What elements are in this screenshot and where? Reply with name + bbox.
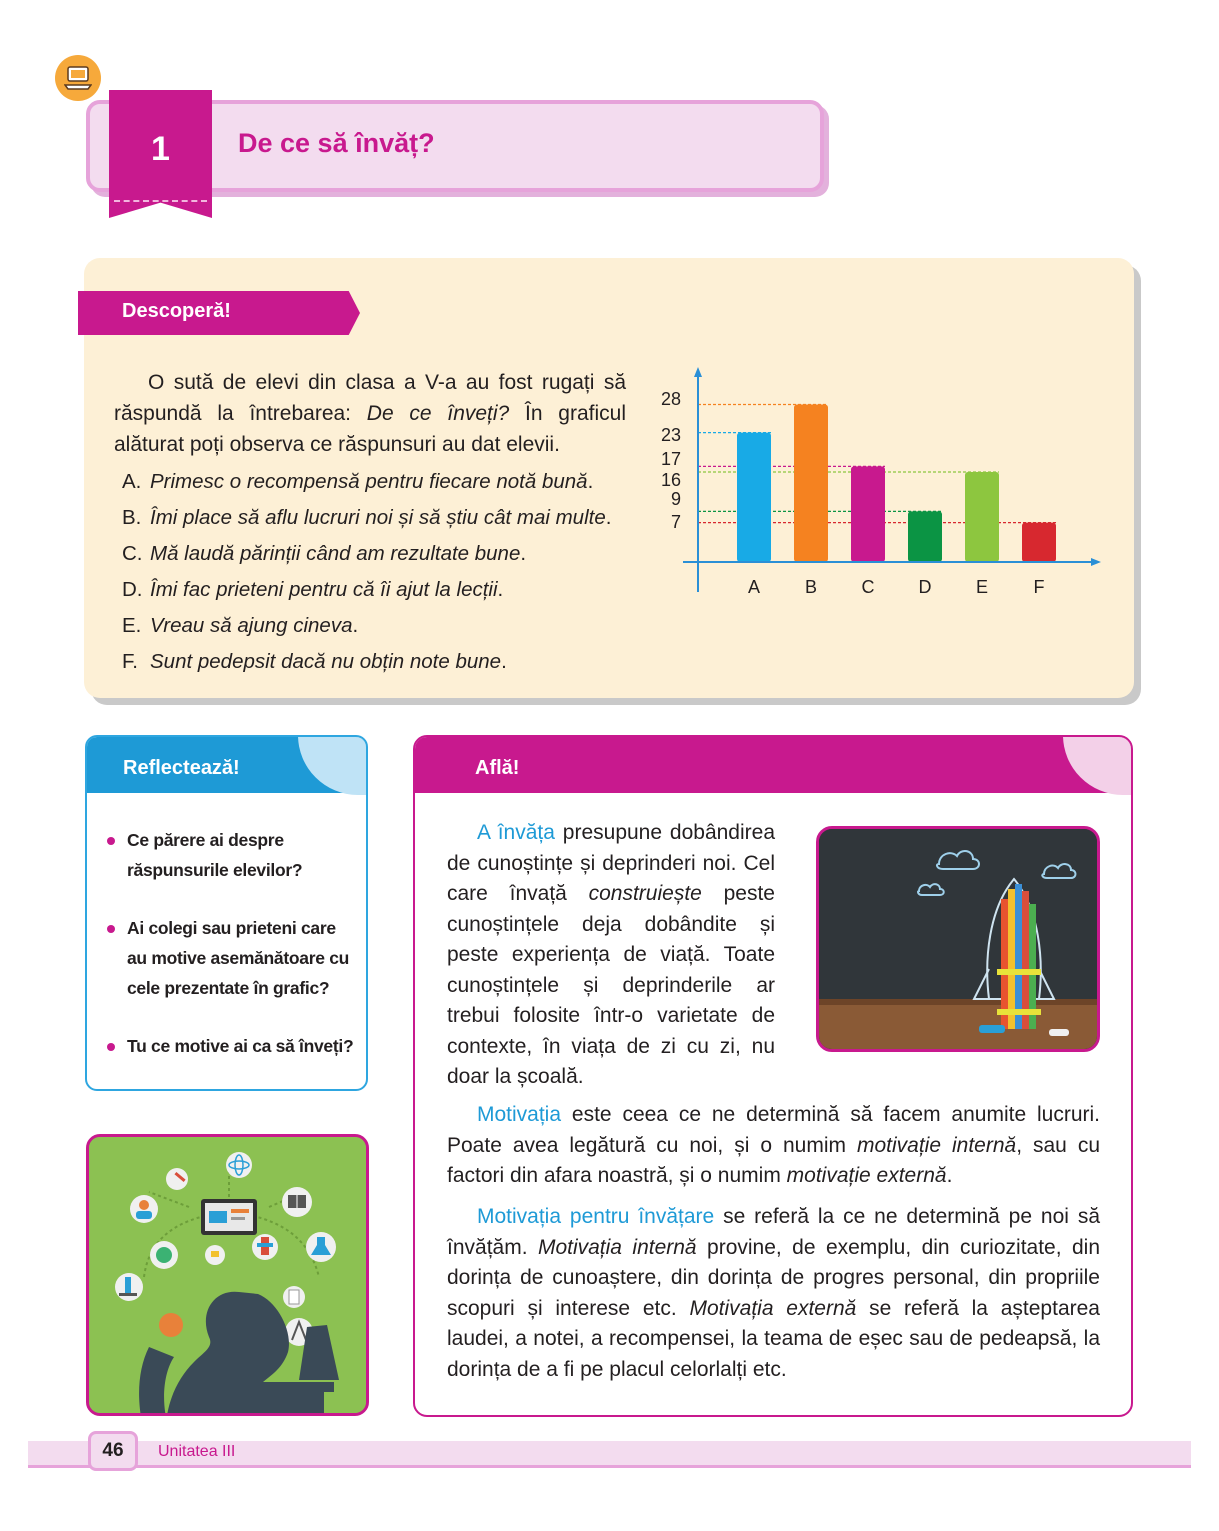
answer-letter: F.: [122, 650, 138, 673]
y-tick-label: 17: [660, 449, 681, 469]
laptop-icon: [64, 65, 92, 91]
chalkboard-rocket-image: [819, 829, 1097, 1049]
keyword: A învăța: [477, 821, 555, 844]
x-tick-label: D: [918, 577, 932, 597]
answer-text: Îmi place să aflu lucruri noi și să știu cât mai multe: [150, 506, 606, 529]
unit-label: Unitatea III: [158, 1443, 236, 1460]
answer-text: Vreau să ajung cineva: [150, 614, 353, 637]
answer-period: .: [497, 578, 504, 601]
answer-item: [122, 612, 652, 648]
learn-title: Află!: [475, 757, 520, 779]
answer-period: .: [605, 506, 612, 529]
emphasis-text: motivație internă: [856, 1133, 1017, 1157]
bar-d: [908, 511, 942, 562]
keyword: Motivația: [477, 1103, 562, 1126]
learning-motivation-paragraph: [447, 1202, 1100, 1385]
y-axis-arrow-icon: [694, 367, 702, 377]
answer-text: Sunt pedepsit dacă nu obțin note bune: [150, 650, 502, 673]
y-tick-label: 16: [660, 470, 681, 490]
intro-question: De ce înveți?: [366, 402, 510, 425]
answer-text: Îmi fac prieteni pentru că îi ajut la lecții: [150, 578, 498, 601]
paragraph-text: .: [946, 1164, 953, 1187]
answer-period: .: [520, 542, 527, 565]
answer-letter: A.: [122, 470, 142, 493]
learn-header: [415, 737, 1131, 793]
paragraph-text: se referă la așteptarea laudei, a notei, a recompensei, la teama de eșec sau de pedeapsă, la dorința de a fi pe placul celorlalți etc.: [447, 1296, 1100, 1381]
reflect-question-text: Tu ce motive ai ca să înveți?: [127, 1036, 354, 1056]
answer-item: [122, 540, 652, 576]
keyword: Motivația pentru învățare: [477, 1205, 715, 1228]
answers-list: [122, 468, 652, 684]
answer-letter: C.: [122, 542, 143, 565]
paragraph-text: peste cunoștințele deja dobândite și peste experiența de viață. Toate cunoștințele și deprinderile ar trebui folosite într-o varietate de contexte, în viața de zi cu zi, nu doar la școală.: [447, 882, 775, 1088]
bar-c: [851, 466, 885, 562]
emphasis-text: Motivația externă: [689, 1296, 857, 1320]
x-tick-label: E: [975, 577, 989, 597]
lesson-number: 1: [151, 130, 170, 168]
bar-a: [737, 433, 771, 562]
reflect-question-text: Ai colegi sau prieteni care au motive asemănătoare cu cele prezentate în grafic?: [127, 918, 350, 998]
answer-letter: D.: [122, 578, 143, 601]
answer-period: .: [587, 470, 594, 493]
bullet-icon: [107, 1043, 115, 1051]
computer-lesson-icon: [55, 55, 101, 101]
reflect-title: Reflectează!: [123, 757, 240, 779]
paragraph-text: presupune dobândirea de cunoștințe și deprinderi noi. Cel care învață: [447, 821, 775, 905]
reflect-question-text: Ce părere ai despre răspunsurile elevilor?: [127, 830, 303, 880]
discover-intro: [114, 367, 626, 460]
reflect-questions: [105, 825, 355, 1089]
answer-item: [122, 576, 652, 612]
x-tick-label: F: [1033, 577, 1045, 597]
pencil-rocket-photo: [816, 826, 1100, 1052]
answer-period: .: [352, 614, 359, 637]
paragraph-text: provine, de exemplu, din curiozitate, din dorința de cunoaștere, din dorința de progres personal, din propriile scopuri și interese etc.: [447, 1235, 1100, 1320]
intro-text-end: În graficul alăturat poți observa ce răspunsuri au dat elevii.: [114, 402, 626, 456]
y-tick-label: 28: [660, 389, 681, 409]
paragraph-text: , sau cu factori din afara noastră, și o numim: [447, 1133, 1101, 1187]
paragraph-text: se referă la ce ne determină pe noi să învățăm.: [447, 1205, 1101, 1259]
answer-text: Primesc o recompensă pentru fiecare notă bună: [150, 470, 588, 493]
answer-text: Mă laudă părinții când am rezultate bune: [150, 542, 521, 565]
reflect-question: [105, 825, 355, 885]
reflect-question: [105, 1031, 355, 1061]
answer-letter: E.: [122, 614, 142, 637]
bar-b: [794, 405, 828, 563]
paragraph-text: este ceea ce ne determină să facem anumite lucruri. Poate avea legătură cu noi, și o numim: [447, 1103, 1100, 1157]
x-axis-arrow-icon: [1091, 558, 1101, 566]
tab-stitch-line: [114, 200, 207, 202]
learning-definition-paragraph: [447, 818, 775, 1093]
answer-item: [122, 648, 652, 684]
emphasis-text: construiește: [588, 882, 702, 905]
bullet-icon: [107, 925, 115, 933]
x-tick-label: A: [747, 577, 761, 597]
bar-f: [1022, 523, 1056, 562]
bar-e: [965, 472, 999, 562]
motivation-paragraph: [447, 1100, 1100, 1192]
discover-title: Descoperă!: [122, 300, 231, 322]
answer-item: [122, 504, 652, 540]
y-tick-label: 23: [660, 425, 681, 445]
answer-period: .: [501, 650, 507, 673]
page-number: 46: [102, 1440, 124, 1461]
responses-bar-chart: [655, 362, 1105, 612]
emphasis-text: motivație externă: [786, 1164, 947, 1187]
student-silhouette-image: [89, 1137, 366, 1413]
answer-item: [122, 468, 652, 504]
reflect-question: [105, 913, 355, 1003]
x-tick-label: B: [804, 577, 818, 597]
lesson-title: De ce să învăț?: [238, 128, 435, 158]
y-tick-label: 7: [670, 512, 681, 532]
emphasis-text: Motivația internă: [537, 1235, 697, 1259]
colored-pencils: [997, 884, 1041, 1029]
x-tick-label: C: [861, 577, 875, 597]
student-learning-illustration: [86, 1134, 369, 1416]
bullet-icon: [107, 837, 115, 845]
y-tick-label: 9: [670, 489, 681, 509]
answer-letter: B.: [122, 506, 142, 529]
reflect-section: [85, 735, 368, 1091]
intro-text: O sută de elevi din clasa a V-a au fost rugați să răspundă la întrebarea:: [114, 371, 626, 425]
